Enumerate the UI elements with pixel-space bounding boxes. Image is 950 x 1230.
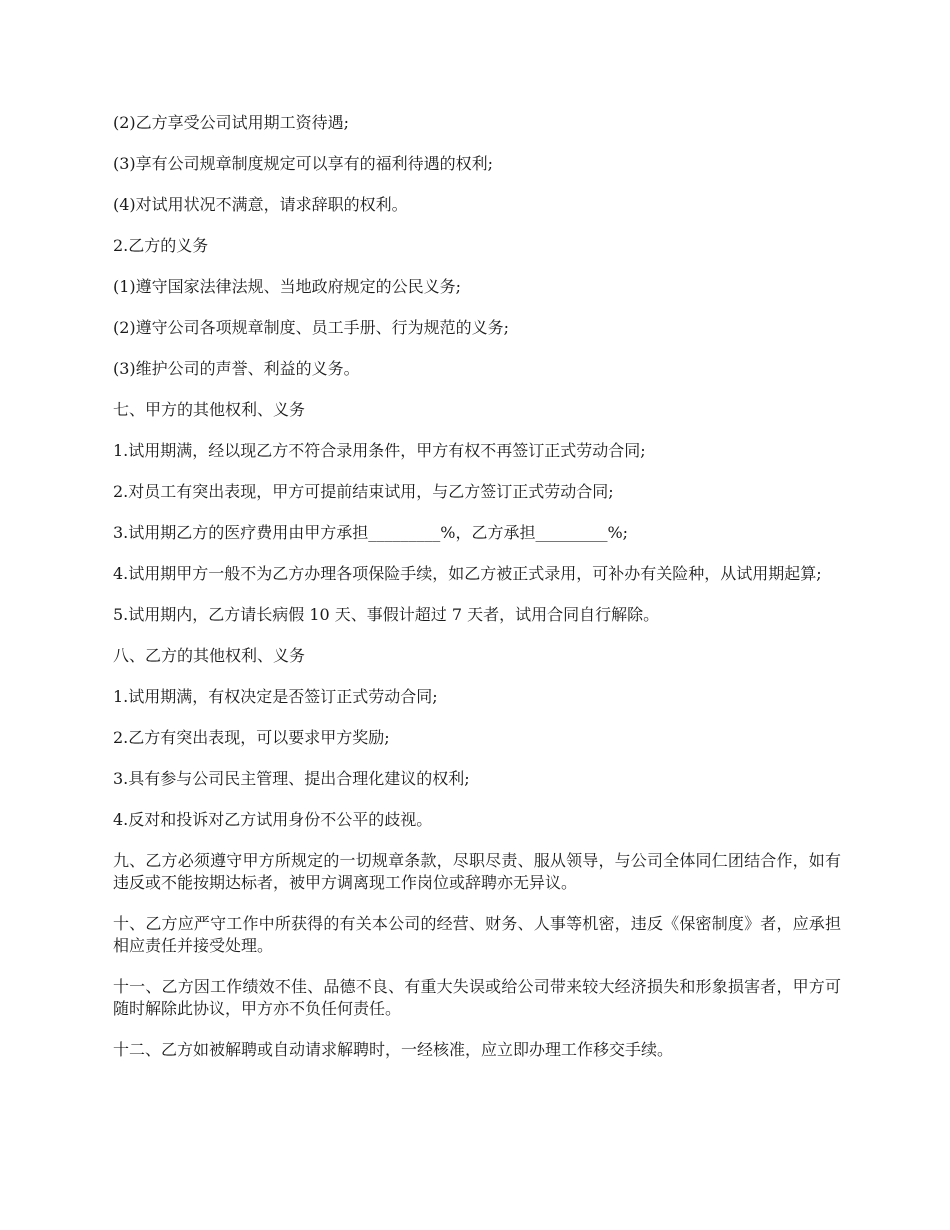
paragraph-5: (1)遵守国家法律法规、当地政府规定的公民义务;	[113, 277, 462, 296]
paragraph-6: (2)遵守公司各项规章制度、员工手册、行为规范的义务;	[113, 318, 510, 337]
paragraph-13: 5.试用期内，乙方请长病假 10 天、事假计超过 7 天者，试用合同自行解除。	[113, 605, 660, 624]
paragraph-1: (2)乙方享受公司试用期工资待遇;	[113, 113, 350, 132]
paragraph-3: (4)对试用状况不满意，请求辞职的权利。	[113, 195, 408, 214]
section-heading-seven: 七、甲方的其他权利、义务	[113, 400, 306, 419]
paragraph-11: 3.试用期乙方的医疗费用由甲方承担_________%，乙方承担_________%;	[113, 523, 629, 542]
section-heading-eight: 八、乙方的其他权利、义务	[113, 646, 306, 665]
paragraph-17: 3.具有参与公司民主管理、提出合理化建议的权利;	[113, 769, 470, 788]
paragraph-7: (3)维护公司的声誉、利益的义务。	[113, 359, 360, 378]
section-twelve: 十二、乙方如被解聘或自动请求解聘时，一经核准，应立即办理工作移交手续。	[113, 1040, 674, 1059]
paragraph-18: 4.反对和投诉对乙方试用身份不公平的歧视。	[113, 810, 433, 829]
paragraph-15: 1.试用期满，有权决定是否签订正式劳动合同;	[113, 687, 438, 706]
section-eleven: 十一、乙方因工作绩效不佳、品德不良、有重大失误或给公司带来较大经济损失和形象损害者，甲方可随时解除此协议，甲方亦不负任何责任。	[113, 977, 841, 1018]
section-ten: 十、乙方应严守工作中所获得的有关本公司的经营、财务、人事等机密，违反《保密制度》者，应承担相应责任并接受处理。	[113, 914, 841, 955]
paragraph-2: (3)享有公司规章制度规定可以享有的福利待遇的权利;	[113, 154, 494, 173]
document-body	[113, 112, 841, 1080]
section-heading-party-b-obligations: 2.乙方的义务	[113, 236, 209, 255]
paragraph-10: 2.对员工有突出表现，甲方可提前结束试用，与乙方签订正式劳动合同;	[113, 482, 614, 501]
paragraph-12: 4.试用期甲方一般不为乙方办理各项保险手续，如乙方被正式录用，可补办有关险种，从试用期起算;	[113, 564, 822, 583]
paragraph-9: 1.试用期满，经以现乙方不符合录用条件，甲方有权不再签订正式劳动合同;	[113, 441, 646, 460]
section-nine: 九、乙方必须遵守甲方所规定的一切规章条款，尽职尽责、服从领导，与公司全体同仁团结合作，如有违反或不能按期达标者，被甲方调离现工作岗位或辞聘亦无异议。	[113, 851, 841, 892]
paragraph-16: 2.乙方有突出表现，可以要求甲方奖励;	[113, 728, 390, 747]
